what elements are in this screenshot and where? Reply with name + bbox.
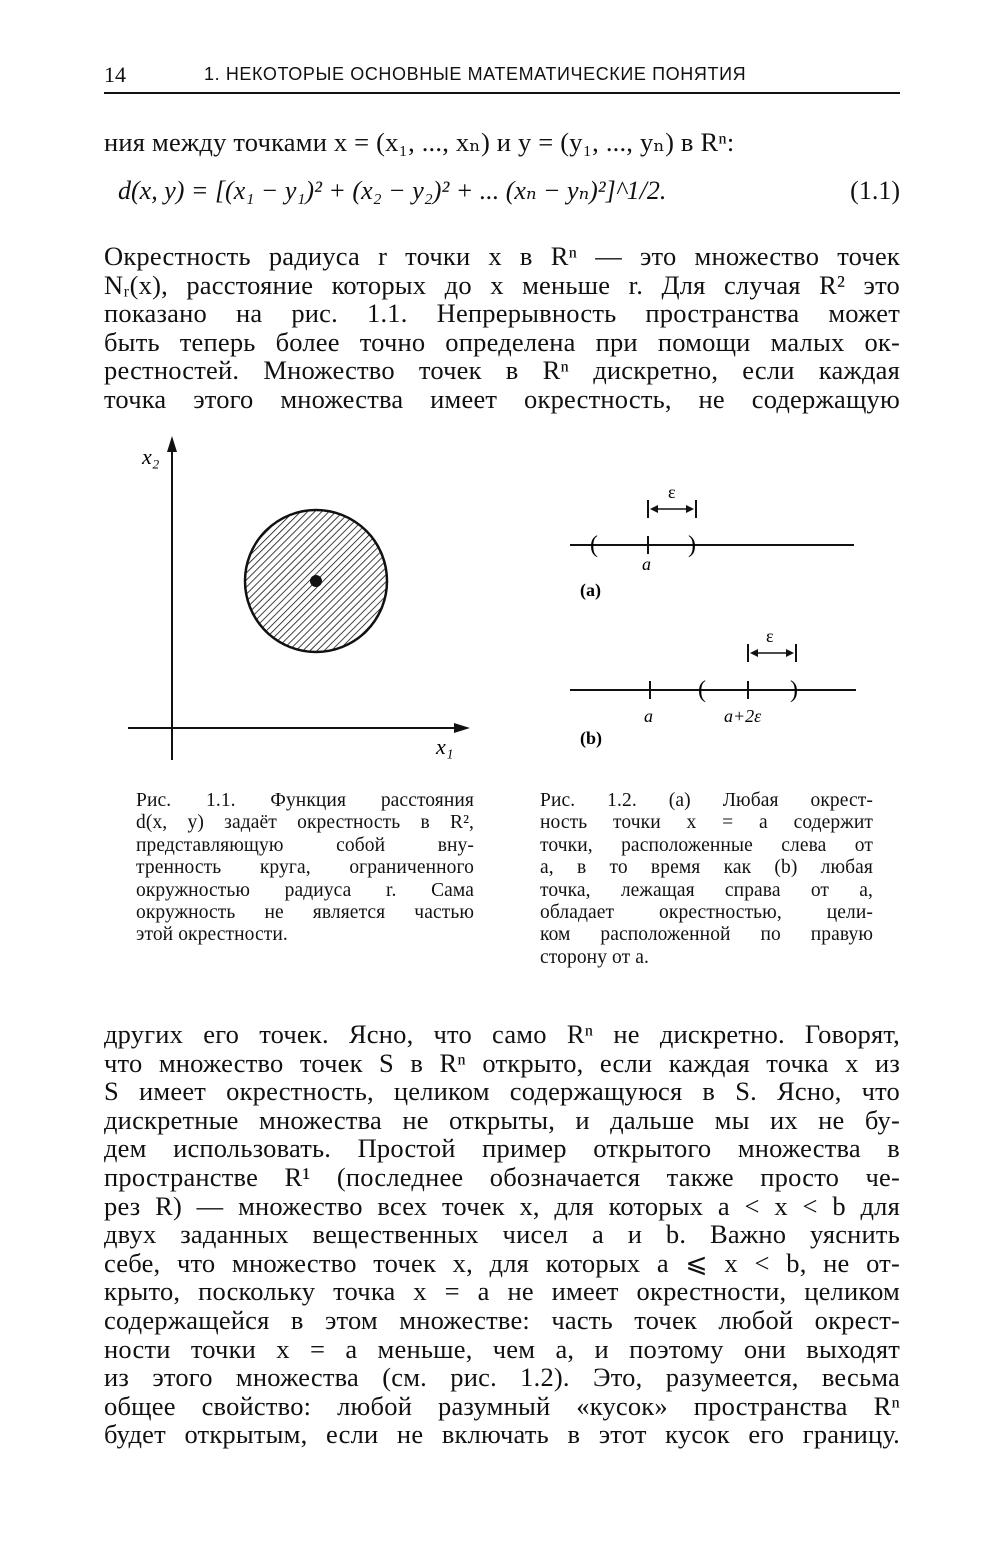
paragraph-2: [104, 1020, 900, 1449]
text-line: дискретные множества не открыты, и дальше мы их не бу-: [104, 1104, 900, 1135]
caption-line: сторону от a.: [540, 946, 649, 968]
panel-a-label: (a): [580, 580, 601, 600]
text-line: быть теперь более точно определена при помощи малых ок-: [104, 326, 900, 357]
y-axis-label: x₂: [142, 444, 160, 469]
text-line: будет открытым, если не включать в этот кусок его границу.: [104, 1419, 900, 1450]
caption-line: точки, расположенные слева от: [540, 834, 873, 856]
text-line: Окрестность радиуса r точки x в Rⁿ — это множество точек: [104, 241, 900, 271]
text-line: ности точки x = a меньше, чем a, и поэтому они выходят: [104, 1333, 900, 1364]
page-number: 14: [104, 62, 126, 87]
text-line: показано на рис. 1.1. Непрерывность пространства может: [104, 298, 900, 329]
caption-line: окружностью радиуса r. Сама: [136, 879, 474, 901]
equation-expression: d(x, y) = [(x₁ − y₁)² + (x₂ − y₂)² + ... (xₙ − yₙ)²]^1/2.: [118, 176, 667, 205]
caption-line: окружность не является частью: [136, 901, 474, 923]
center-point: [310, 575, 322, 587]
close-paren-right-a: ): [688, 532, 696, 558]
text-line: пространстве R¹ (последнее обозначается также просто че-: [104, 1161, 900, 1192]
figure-1-1: [120, 430, 500, 790]
point-a-label-b: a: [644, 706, 653, 726]
caption-line: Рис. 1.2. (a) Любая окрест-: [540, 790, 873, 811]
paragraph-1: [104, 242, 900, 414]
text-line: рез R) — множество всех точек x, для которых a < x < b для: [104, 1190, 900, 1221]
figure-1-2-caption: [540, 790, 873, 969]
panel-b-label: (b): [580, 728, 602, 748]
panel-a: [570, 482, 854, 601]
text-line: рестностей. Множество точек в Rⁿ дискретно, если каждая: [104, 355, 900, 386]
intro-text: [104, 128, 900, 157]
text-line: двух заданных вещественных чисел a и b. Важно уяснить: [104, 1219, 900, 1250]
caption-line: Рис. 1.1. Функция расстояния: [136, 790, 474, 811]
running-title: 1. НЕКОТОРЫЕ ОСНОВНЫЕ МАТЕМАТИЧЕСКИЕ ПОНЯТИЯ: [204, 64, 747, 84]
open-paren-left-b: (: [698, 677, 706, 703]
y-axis-arrow: [167, 436, 177, 452]
close-paren-right-b: ): [790, 677, 798, 703]
caption-line: ность точки x = a содержит: [540, 812, 873, 834]
open-paren-left-a: (: [590, 532, 598, 558]
text-line: точка этого множества имеет окрестность, не содержащую: [104, 383, 900, 414]
point-a2e-label: a+2ε: [724, 706, 762, 726]
x-axis-label: x₁: [436, 734, 454, 759]
text-line: что множество точек S в Rⁿ открыто, если каждая точка x из: [104, 1047, 900, 1078]
caption-line: точка, лежащая справа от a,: [540, 879, 873, 901]
text-line: общее свойство: любой разумный «кусок» пространства Rⁿ: [104, 1390, 900, 1421]
text-line: ния между точками x = (x₁, ..., xₙ) и y = (y₁, ..., yₙ) в Rⁿ:: [104, 127, 735, 157]
caption-line: этой окрестности.: [136, 924, 288, 946]
caption-line: обладает окрестностью, цели-: [540, 901, 873, 923]
equation-number: (1.1): [850, 176, 900, 205]
text-line: дем использовать. Простой пример открытого множества в: [104, 1133, 900, 1164]
text-line: S имеет окрестность, целиком содержащуюся в S. Ясно, что: [104, 1076, 900, 1107]
figure-1-1-caption: [136, 790, 474, 947]
text-line: из этого множества (см. рис. 1.2). Это, разумеется, весьма: [104, 1362, 900, 1393]
epsilon-label-a: ε: [668, 482, 676, 502]
point-a-label: a: [642, 554, 651, 574]
caption-line: ком расположенной по правую: [540, 924, 873, 946]
panel-b: [570, 626, 856, 749]
caption-line: d(x, y) задаёт окрестность в R²,: [136, 812, 474, 834]
figure-1-2: [560, 480, 870, 760]
text-line: крыто, поскольку точка x = a не имеет окрестности, целиком: [104, 1276, 900, 1307]
text-line: себе, что множество точек x, для которых a ⩽ x < b, не от-: [104, 1247, 900, 1278]
caption-line: тренность круга, ограниченного: [136, 857, 474, 879]
epsilon-label-b: ε: [766, 626, 774, 646]
running-header: [104, 62, 900, 94]
x-axis-arrow: [454, 723, 470, 733]
caption-line: представляющую собой вну-: [136, 834, 474, 856]
text-line: содержащейся в этом множестве: часть точек любой окрест-: [104, 1304, 900, 1335]
text-line: других его точек. Ясно, что само Rⁿ не дискретно. Говорят,: [104, 1019, 900, 1049]
text-line: Nᵣ(x), расстояние которых до x меньше r. Для случая R² это: [104, 269, 900, 300]
caption-line: a, в то время как (b) любая: [540, 857, 873, 879]
